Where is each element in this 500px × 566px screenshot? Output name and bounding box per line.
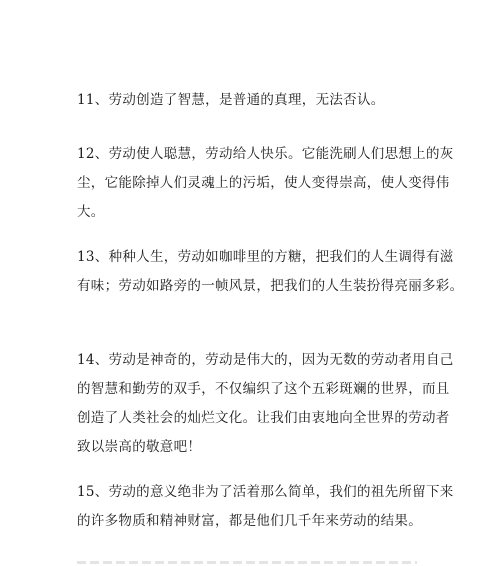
paragraph-line: 13、种种人生，劳动如咖啡里的方糖，把我们的人生调得有滋 (77, 249, 454, 265)
paragraph-line: 尘，它能除掉人们灵魂上的污垢，使人变得崇高，使人变得伟 (77, 175, 450, 191)
paragraph-line: 致以崇高的敬意吧！ (77, 439, 202, 455)
paragraph-12 (77, 140, 454, 227)
paragraph-line: 的许多物质和精神财富，都是他们几千年来劳动的结果。 (77, 513, 422, 529)
paragraph-line: 12、劳动使人聪慧，劳动给人快乐。它能洗刷人们思想上的灰 (77, 146, 454, 162)
paragraph-14 (77, 346, 454, 462)
paragraph-13 (77, 243, 464, 301)
paragraph-line: 有味；劳动如路旁的一帧风景，把我们的人生装扮得亮丽多彩。 (77, 278, 464, 294)
paragraph-line: 11、劳动创造了智慧，是普通的真理，无法否认。 (77, 92, 385, 108)
paragraph-line: 的智慧和勤劳的双手，不仅编织了这个五彩斑斓的世界，而且 (77, 381, 450, 397)
paragraph-line: 大。 (77, 204, 105, 220)
paragraph-line: 14、劳动是神奇的，劳动是伟大的，因为无数的劳动者用自己 (77, 352, 454, 368)
paragraph-11 (77, 86, 437, 115)
paragraph-15 (77, 478, 454, 536)
paragraph-line: 创造了人类社会的灿烂文化。让我们由衷地向全世界的劳动者 (77, 410, 450, 426)
paragraph-line: 15、劳动的意义绝非为了活着那么简单，我们的祖先所留下来 (77, 484, 454, 500)
cut-off-text-fragment (77, 556, 417, 566)
